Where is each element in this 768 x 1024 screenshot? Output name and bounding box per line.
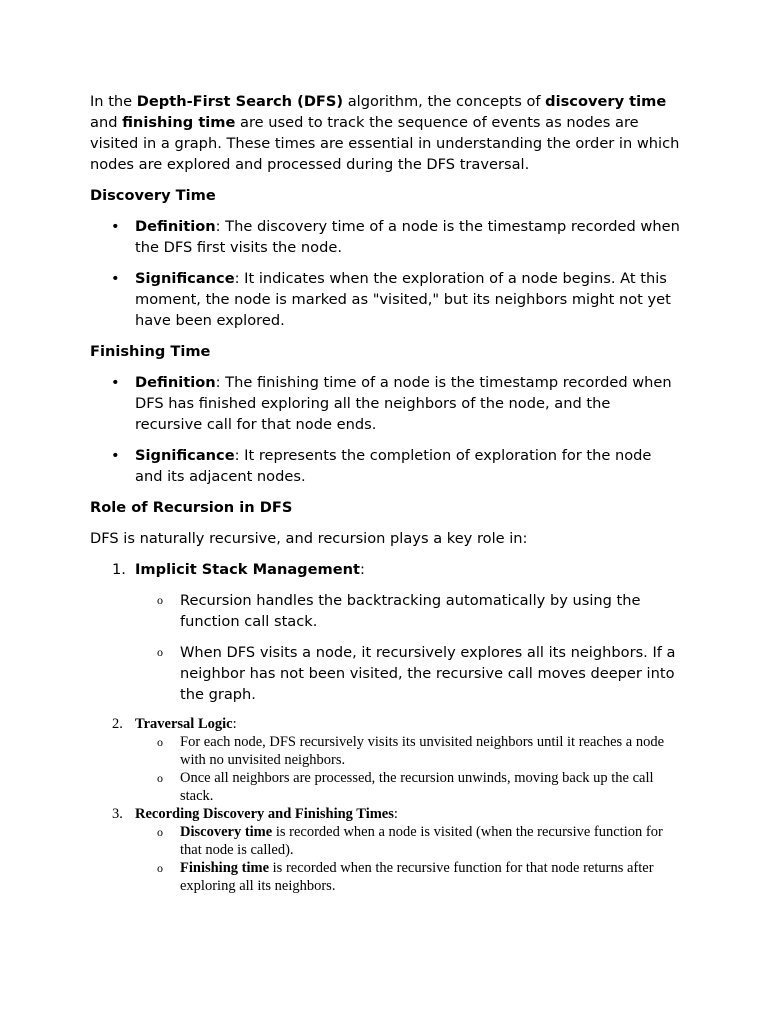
- sub-list: [135, 590, 680, 705]
- document-page: [90, 91, 680, 895]
- list-item-text: : The discovery time of a node is the timestamp recorded when the DFS first visits the node.: [135, 218, 680, 256]
- intro-paragraph: [90, 91, 680, 175]
- list-item-text: : The finishing time of a node is the timestamp recorded when DFS has finished exploring all the neighbors of the node, and the recursive call for that node ends.: [135, 374, 672, 433]
- list-item-term: Definition: [135, 374, 216, 391]
- bullet-marker: •: [111, 447, 120, 464]
- bullet-marker: •: [111, 270, 120, 287]
- number-marker: 3.: [112, 806, 123, 822]
- list-item: [90, 268, 680, 331]
- number-marker: 2.: [112, 716, 123, 732]
- intro-bold-term: finishing time: [122, 114, 236, 131]
- numbered-item-title: Implicit Stack Management: [135, 561, 360, 578]
- circle-bullet-marker: o: [157, 645, 163, 659]
- colon: :: [360, 561, 365, 578]
- intro-text: and: [90, 114, 123, 131]
- numbered-item: [90, 715, 680, 805]
- numbered-item-title: Traversal Logic: [135, 716, 233, 732]
- recursion-heading: Role of Recursion in DFS: [90, 499, 293, 516]
- numbered-item: [90, 805, 680, 895]
- intro-text: algorithm, the concepts of: [343, 93, 546, 110]
- discovery-time-list: [90, 216, 680, 331]
- sub-list-term: Finishing time: [180, 860, 270, 876]
- bullet-marker: •: [111, 218, 120, 235]
- list-item-text: : It indicates when the exploration of a node begins. At this moment, the node is marked as "visited," but its neighbors might not yet have been explored.: [135, 270, 671, 329]
- sans-section: [90, 91, 680, 705]
- list-item: [90, 445, 680, 487]
- circle-bullet-marker: o: [157, 825, 163, 839]
- sub-list-item: [135, 859, 680, 895]
- list-item-term: Significance: [135, 270, 235, 287]
- sub-list-term: Discovery time: [180, 824, 273, 840]
- circle-bullet-marker: o: [157, 735, 163, 749]
- sub-list-text: is recorded when the recursive function for that node returns after exploring all its neighbors.: [180, 860, 654, 894]
- circle-bullet-marker: o: [157, 771, 163, 785]
- serif-section: [90, 715, 680, 895]
- sub-list-item: [135, 823, 680, 859]
- list-item: [90, 216, 680, 258]
- sub-list-item: [135, 590, 680, 632]
- colon: :: [393, 806, 398, 822]
- intro-bold-term: Depth-First Search (DFS): [136, 93, 344, 110]
- sub-list: [135, 823, 680, 895]
- list-item-term: Definition: [135, 218, 216, 235]
- recursion-list-part-1: [90, 559, 680, 705]
- sub-list-item: [135, 642, 680, 705]
- colon: :: [232, 716, 237, 732]
- sub-list-text: Once all neighbors are processed, the recursion unwinds, moving back up the call stack.: [180, 770, 654, 804]
- recursion-list-part-2: [90, 715, 680, 895]
- intro-text: are used to track the sequence of events as nodes are visited in a graph. These times are essential in understanding the order in which nodes are explored and processed during the DFS traversal.: [90, 114, 680, 173]
- discovery-time-heading: Discovery Time: [90, 187, 216, 204]
- intro-text: In the: [90, 93, 137, 110]
- circle-bullet-marker: o: [157, 593, 163, 607]
- sub-list: [135, 733, 680, 805]
- number-marker: 1.: [112, 561, 126, 578]
- sub-list-item: [135, 769, 680, 805]
- recursion-lead: DFS is naturally recursive, and recursion plays a key role in:: [90, 530, 528, 547]
- list-item: [90, 372, 680, 435]
- intro-bold-term: discovery time: [545, 93, 667, 110]
- circle-bullet-marker: o: [157, 861, 163, 875]
- numbered-item-title: Recording Discovery and Finishing Times: [135, 806, 394, 822]
- sub-list-text: Recursion handles the backtracking automatically by using the function call stack.: [180, 592, 641, 630]
- numbered-item: [90, 559, 680, 705]
- list-item-term: Significance: [135, 447, 235, 464]
- sub-list-item: [135, 733, 680, 769]
- sub-list-text: When DFS visits a node, it recursively explores all its neighbors. If a neighbor has not been visited, the recursive call moves deeper into the graph.: [180, 644, 676, 703]
- finishing-time-list: [90, 372, 680, 487]
- list-item-text: : It represents the completion of exploration for the node and its adjacent nodes.: [135, 447, 652, 485]
- sub-list-text: For each node, DFS recursively visits its unvisited neighbors until it reaches a node with no unvisited neighbors.: [180, 734, 665, 768]
- finishing-time-heading: Finishing Time: [90, 343, 211, 360]
- bullet-marker: •: [111, 374, 120, 391]
- sub-list-text: is recorded when a node is visited (when the recursive function for that node is called).: [180, 824, 663, 858]
